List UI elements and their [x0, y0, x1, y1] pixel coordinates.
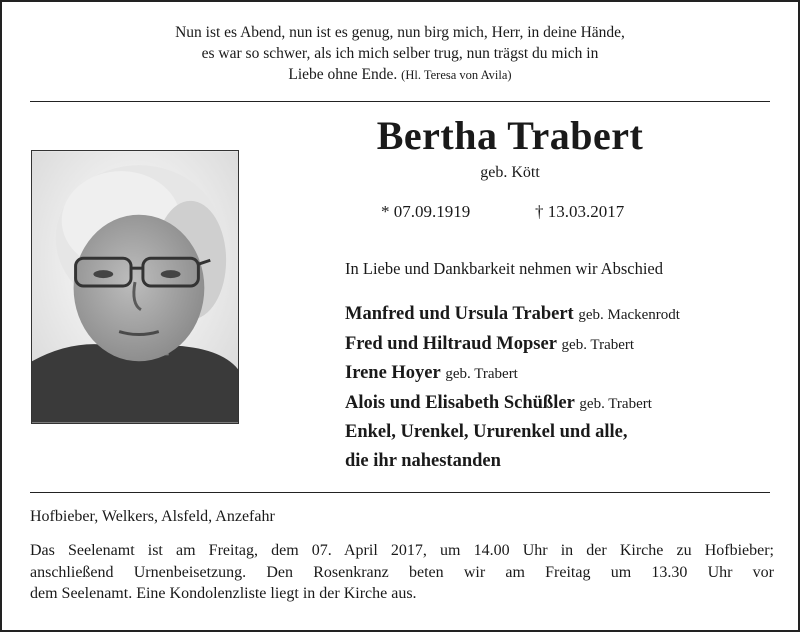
mourner-entry	[345, 330, 785, 360]
service-line: dem Seelenamt. Eine Kondolenzliste liegt in der Kirche aus.	[30, 585, 417, 602]
portrait-photo	[31, 150, 239, 424]
farewell-line: In Liebe und Dankbarkeit nehmen wir Abschied	[345, 259, 663, 278]
mourner-name: Alois und Elisabeth Schüßler	[345, 392, 575, 413]
mourner-note: geb. Trabert	[561, 336, 635, 353]
mourner-name: die ihr nahestanden	[345, 450, 501, 471]
death-date: † 13.03.2017	[535, 202, 625, 221]
poem-source: (Hl. Teresa von Avila)	[401, 68, 512, 82]
mourner-name: Fred und Hiltraud Mopser	[345, 333, 557, 354]
poem-line: es war so schwer, als ich mich selber trug, nun trägst du mich in	[201, 45, 599, 62]
poem-line-last	[80, 64, 720, 86]
mourner-entry	[345, 447, 785, 476]
places-line: Hofbieber, Welkers, Alsfeld, Anzefahr	[30, 508, 275, 525]
poem-line-text: Liebe ohne Ende.	[288, 66, 398, 83]
maiden-name: geb. Kött	[480, 164, 540, 181]
portrait-image	[32, 151, 238, 423]
mourner-entry	[345, 389, 785, 419]
service-line: anschließend Urnenbeisetzung. Den Rosenkranz beten wir am Freitag um 13.30 Uhr vor	[30, 563, 774, 581]
mourner-note: geb. Trabert	[445, 366, 518, 382]
mourner-entry	[345, 418, 785, 447]
mourner-note: geb. Trabert	[579, 395, 652, 412]
poem-line: Nun ist es Abend, nun ist es genug, nun birg mich, Herr, in deine Hände,	[175, 24, 625, 41]
service-line: Das Seelenamt ist am Freitag, dem 07. April 2017, um 14.00 Uhr in der Kirche zu Hofbieber;	[30, 542, 774, 559]
birth-date: * 07.09.1919	[381, 202, 471, 221]
mourner-entry	[345, 300, 785, 330]
mourner-name: Irene Hoyer	[345, 363, 441, 383]
deceased-name: Bertha Trabert	[376, 113, 644, 158]
poem	[80, 22, 720, 86]
mourner-entry	[345, 359, 785, 389]
service-info	[30, 540, 774, 605]
mourner-list	[345, 300, 785, 475]
mourner-name: Manfred und Ursula Trabert	[345, 304, 574, 324]
top-divider	[30, 101, 770, 102]
bottom-divider	[30, 492, 770, 493]
mourner-name: Enkel, Urenkel, Ururenkel und alle,	[345, 422, 628, 442]
mourner-note: geb. Mackenrodt	[578, 307, 680, 323]
